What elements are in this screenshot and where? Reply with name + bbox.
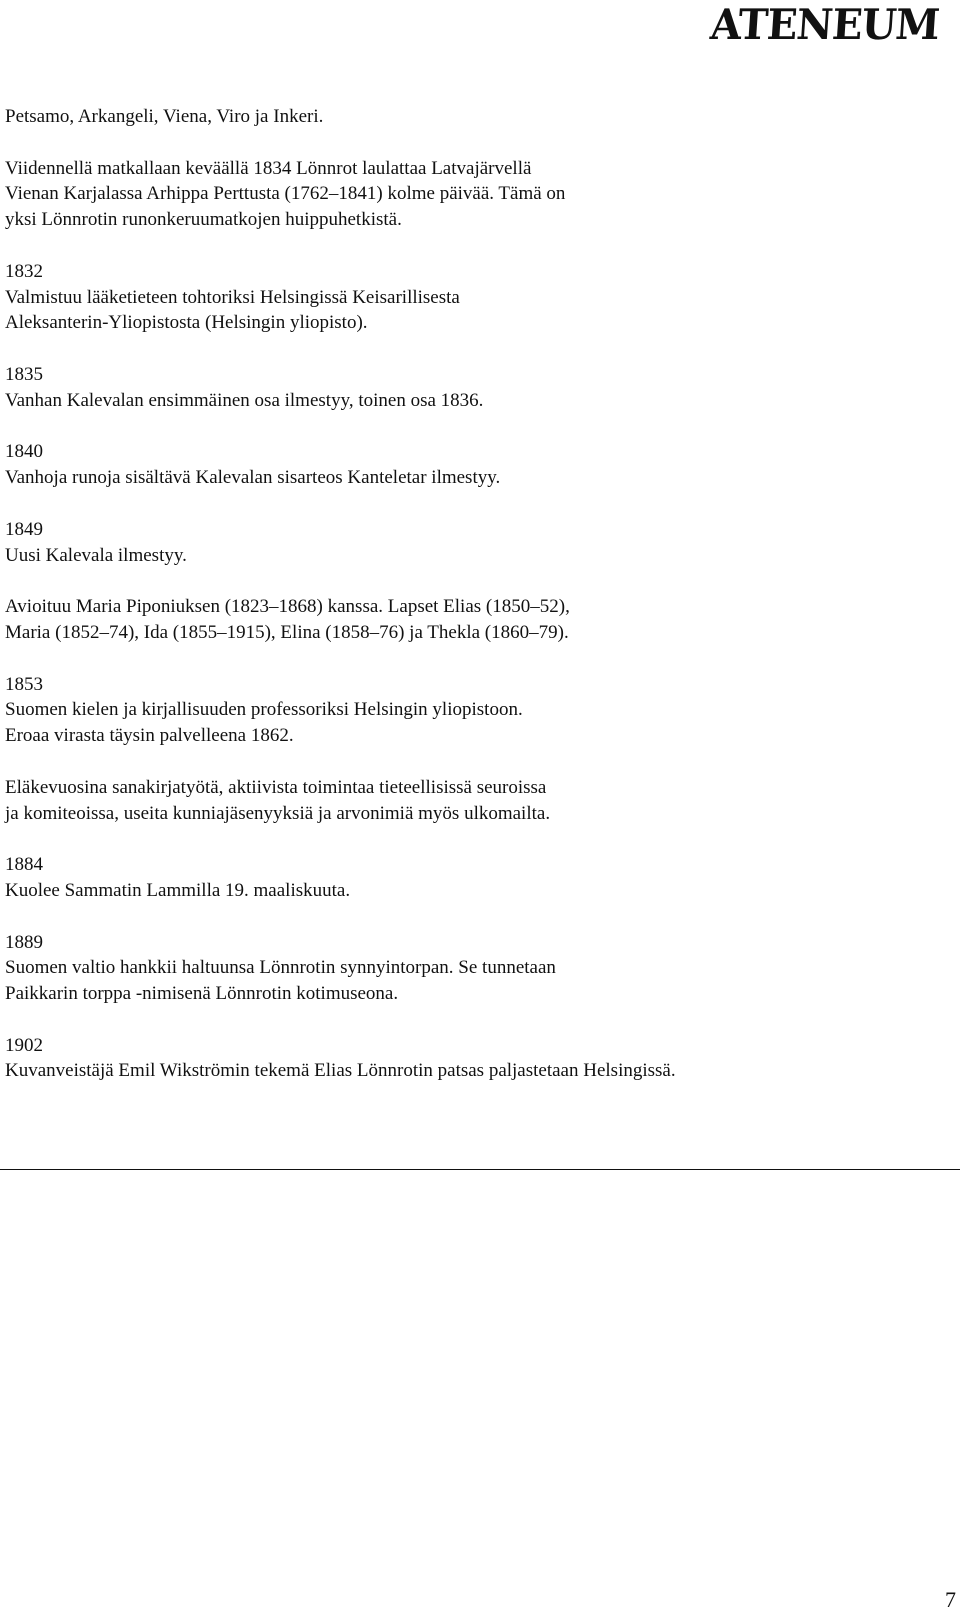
paragraph-1902: 1902 Kuvanveistäjä Emil Wikströmin tekemä Elias Lönnrotin patsas paljastetaan Helsingissä. <box>5 1034 676 1082</box>
paragraph-petsamo: Petsamo, Arkangeli, Viena, Viro ja Inkeri. <box>5 106 324 127</box>
paragraph-1849: 1849 Uusi Kalevala ilmestyy. <box>5 518 187 566</box>
page-number: 7 <box>945 1587 956 1612</box>
paragraph-fifth-journey: Viidennellä matkallaan keväällä 1834 Lönnrot laulattaa Latvajärvellä Vienan Karjalassa Arhippa Perttusta (1762–1841) kolme päivää. Tämä on yksi Lönnrotin runonkeruumatkojen huippuhetkistä. <box>5 157 566 231</box>
paragraph-1832: 1832 Valmistuu lääketieteen tohtoriksi Helsingissä Keisarillisesta Aleksanterin-Yliopistosta (Helsingin yliopisto). <box>5 260 460 334</box>
document-body <box>5 104 925 1110</box>
paragraph-1840: 1840 Vanhoja runoja sisältävä Kalevalan sisarteos Kanteletar ilmestyy. <box>5 441 501 489</box>
paragraph-1835: 1835 Vanhan Kalevalan ensimmäinen osa ilmestyy, toinen osa 1836. <box>5 363 484 411</box>
horizontal-divider <box>0 1169 960 1170</box>
paragraph-marriage: Avioituu Maria Piponiuksen (1823–1868) kanssa. Lapset Elias (1850–52), Maria (1852–74), Ida (1855–1915), Elina (1858–76) ja Thekla (1860–79). <box>5 596 570 643</box>
paragraph-retirement: Eläkevuosina sanakirjatyötä, aktiivista toimintaa tieteellisissä seuroissa ja komiteoissa, useita kunniajäsenyyksiä ja arvonimiä myös ulkomailta. <box>5 776 551 824</box>
paragraph-1889: 1889 Suomen valtio hankkii haltuunsa Lönnrotin synnyintorpan. Se tunnetaan Paikkarin torppa -nimisenä Lönnrotin kotimuseona. <box>5 931 556 1005</box>
ateneum-logo: ATENEUM <box>708 0 941 50</box>
paragraph-1884: 1884 Kuolee Sammatin Lammilla 19. maaliskuuta. <box>5 854 351 901</box>
paragraph-1853: 1853 Suomen kielen ja kirjallisuuden professoriksi Helsingin yliopistoon. Eroaa virasta täysin palvelleena 1862. <box>5 673 523 747</box>
